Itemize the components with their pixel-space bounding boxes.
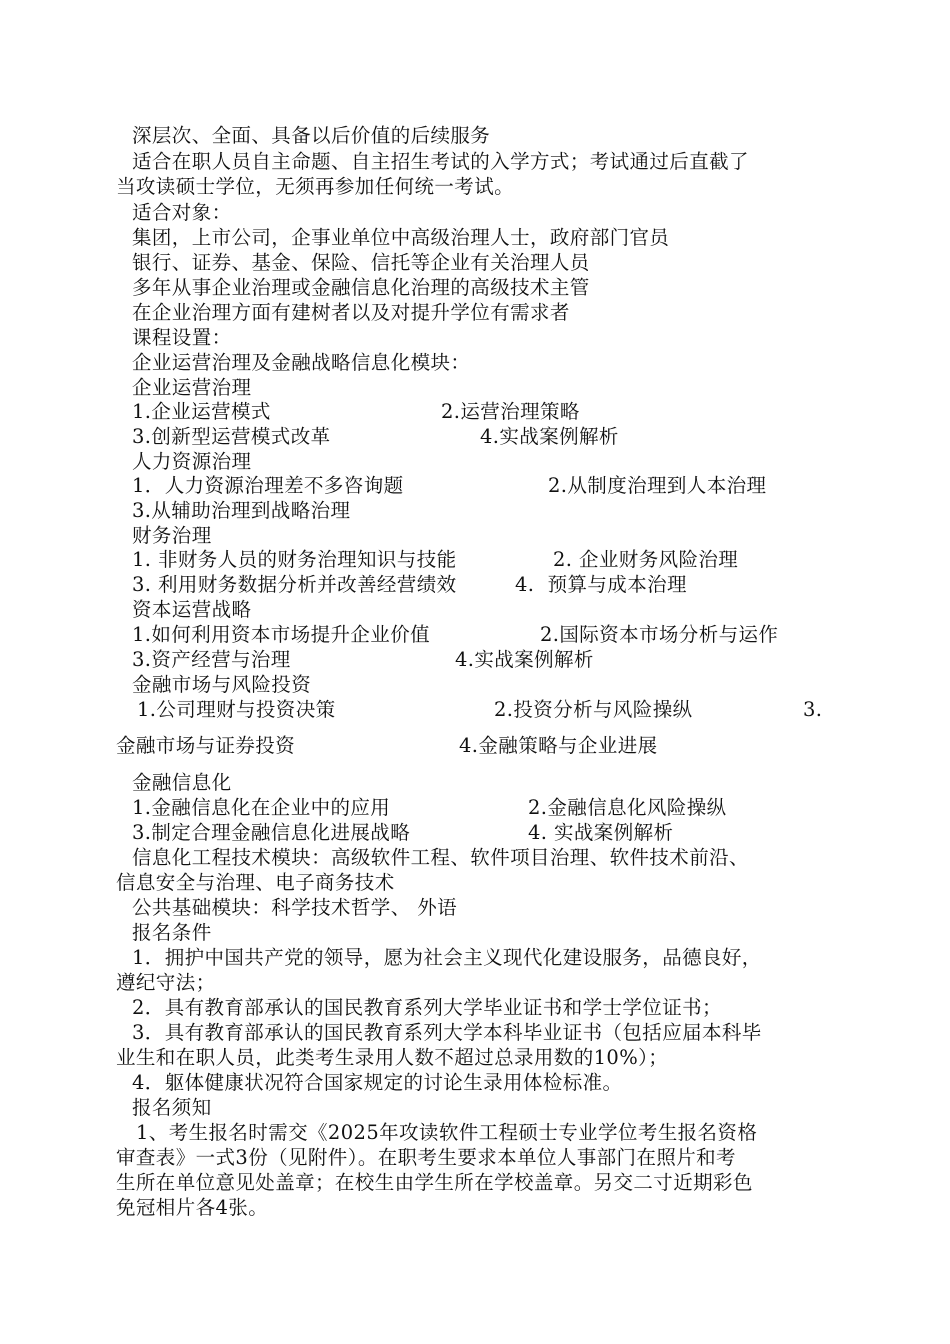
subsection-heading: 金融信息化 [132, 771, 232, 794]
text-line: 多年从事企业治理或金融信息化治理的高级技术主管 [132, 276, 590, 299]
text-line: 企业运营治理及金融战略信息化模块： [132, 351, 471, 374]
course-item: 1.如何利用资本市场提升企业价值 [132, 623, 431, 646]
text-line: 4．躯体健康状况符合国家规定的讨论生录用体检标准。 [132, 1071, 623, 1094]
text-line: 2．具有教育部承认的国民教育系列大学毕业证书和学士学位证书； [132, 996, 722, 1019]
section-heading: 课程设置： [132, 326, 232, 349]
course-item: 3.创新型运营模式改革 [132, 425, 331, 448]
text-line: 免冠相片各4张。 [116, 1196, 269, 1219]
text-line: 1．拥护中国共产党的领导，愿为社会主义现代化建设服务，品德良好， [132, 946, 762, 969]
course-item: 4.实战案例解析 [455, 648, 594, 671]
subsection-heading: 人力资源治理 [132, 450, 252, 473]
course-item: 4. 预算与成本治理 [515, 573, 687, 596]
text-line: 在企业治理方面有建树者以及对提升学位有需求者 [132, 301, 570, 324]
course-item: 2.国际资本市场分析与运作 [540, 623, 779, 646]
course-item: 4.金融策略与企业进展 [459, 734, 658, 757]
course-item: 3.从辅助治理到战略治理 [132, 499, 351, 522]
course-item: 1.金融信息化在企业中的应用 [132, 796, 391, 819]
course-item: 2.运营治理策略 [441, 400, 580, 423]
course-item: 金融市场与证券投资 [116, 734, 296, 757]
text-line: 集团，上市公司，企事业单位中高级治理人士，政府部门官员 [132, 226, 670, 249]
text-line: 信息安全与治理、电子商务技术 [116, 871, 395, 894]
course-item: 1.企业运营模式 [132, 400, 271, 423]
course-item: 2.金融信息化风险操纵 [528, 796, 727, 819]
text-line: 业生和在职人员，此类考生录用人数不超过总录用数的10%）； [116, 1046, 669, 1069]
course-item: 1. 非财务人员的财务治理知识与技能 [132, 548, 457, 571]
text-line: 信息化工程技术模块：高级软件工程、软件项目治理、软件技术前沿、 [132, 846, 749, 869]
course-item: 2. 企业财务风险治理 [553, 548, 739, 571]
course-item: 3. [803, 698, 823, 721]
course-item: 3. 利用财务数据分析并改善经营绩效 [132, 573, 457, 596]
text-line: 公共基础模块：科学技术哲学、 外语 [132, 896, 457, 919]
course-item: 3.制定合理金融信息化进展战略 [132, 821, 411, 844]
course-item: 2.投资分析与风险操纵 [494, 698, 693, 721]
text-line: 审查表》一式3份（见附件）。在职考生要求本单位人事部门在照片和考 [116, 1146, 736, 1169]
course-item: 2.从制度治理到人本治理 [548, 474, 767, 497]
course-item: 4.实战案例解析 [480, 425, 619, 448]
text-line: 1、考生报名时需交《2025年攻读软件工程硕士专业学位考生报名资格 [136, 1121, 758, 1144]
text-line: 3．具有教育部承认的国民教育系列大学本科毕业证书（包括应届本科毕 [132, 1021, 762, 1044]
course-item: 1．人力资源治理差不多咨询题 [132, 474, 404, 497]
text-line: 深层次、全面、具备以后价值的后续服务 [132, 124, 491, 147]
section-heading: 适合对象： [132, 201, 232, 224]
text-line: 银行、证券、基金、保险、信托等企业有关治理人员 [132, 251, 590, 274]
section-heading: 报名条件 [132, 921, 212, 944]
text-line: 遵纪守法； [116, 971, 216, 994]
course-item: 4. 实战案例解析 [528, 821, 674, 844]
text-line: 当攻读硕士学位，无须再参加任何统一考试。 [116, 175, 515, 198]
course-item: 3.资产经营与治理 [132, 648, 291, 671]
course-item: 1.公司理财与投资决策 [137, 698, 336, 721]
subsection-heading: 企业运营治理 [132, 376, 252, 399]
text-line: 生所在单位意见处盖章；在校生由学生所在学校盖章。另交二寸近期彩色 [116, 1171, 753, 1194]
subsection-heading: 金融市场与风险投资 [132, 673, 312, 696]
subsection-heading: 资本运营战略 [132, 598, 252, 621]
section-heading: 报名须知 [132, 1096, 212, 1119]
text-line: 适合在职人员自主命题、自主招生考试的入学方式；考试通过后直截了 [132, 150, 749, 173]
subsection-heading: 财务治理 [132, 524, 212, 547]
